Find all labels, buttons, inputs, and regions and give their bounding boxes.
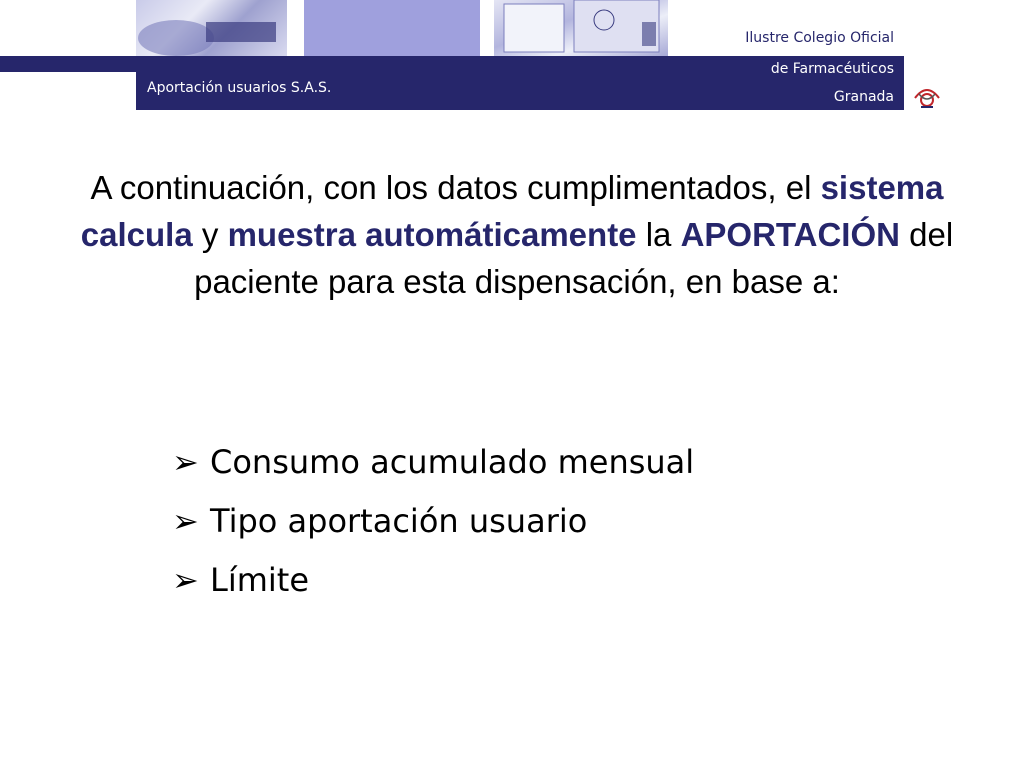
intro-text-4: del paciente para esta dispensación, en base a: — [194, 216, 954, 300]
college-name-line3: Granada — [833, 89, 894, 105]
intro-text-3: la — [636, 216, 681, 253]
college-name-line1: Ilustre Colegio Oficial — [745, 30, 894, 46]
list-item — [172, 550, 694, 609]
presentation-subtitle: Aportación usuarios S.A.S. — [147, 80, 332, 96]
list-item-label: Tipo aportación usuario — [210, 501, 588, 540]
arrow-right-icon: ➢ — [172, 442, 199, 481]
arrow-right-icon: ➢ — [172, 501, 199, 540]
college-name-line2: de Farmacéuticos — [770, 61, 894, 77]
intro-bold-2: muestra automáticamente — [227, 216, 637, 253]
intro-text-2: y — [192, 216, 228, 253]
list-item-label: Consumo acumulado mensual — [210, 442, 695, 481]
arrow-right-icon: ➢ — [172, 560, 199, 599]
header-photo-scale — [136, 0, 287, 56]
intro-paragraph — [70, 164, 964, 305]
header-photo-documents — [494, 0, 668, 56]
list-item — [172, 432, 694, 491]
intro-bold-3: APORTACIÓN — [680, 216, 900, 253]
pharmacy-logo-icon — [910, 80, 944, 112]
list-item — [172, 491, 694, 550]
header-band-left — [0, 56, 136, 72]
intro-bold-1: sistema calcula — [80, 169, 944, 253]
bullet-list — [172, 432, 694, 609]
list-item-label: Límite — [210, 560, 310, 599]
intro-text-1: A continuación, con los datos cumplimentados, el — [90, 169, 821, 206]
header-color-block — [304, 0, 480, 56]
